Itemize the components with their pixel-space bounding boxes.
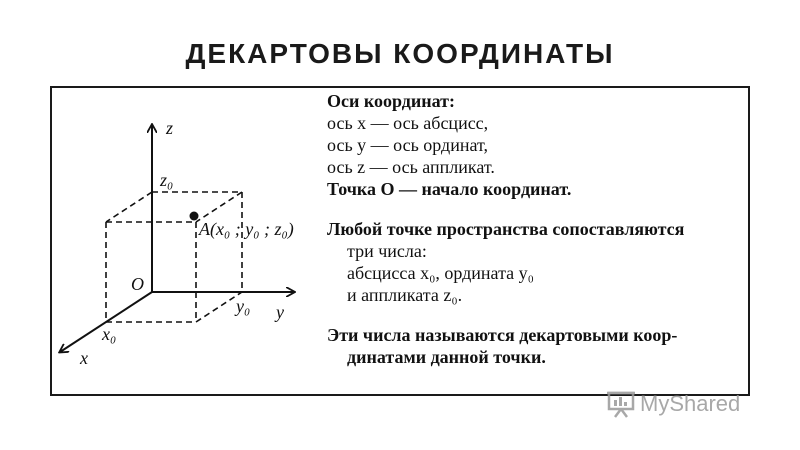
page-title: ДЕКАРТОВЫ КООРДИНАТЫ [185,38,615,69]
x-axis-label: x [80,348,88,368]
watermark [606,388,740,420]
point-a-label: A(x₀ ; y₀ ; z₀) [199,219,294,239]
dashed-box [106,192,242,322]
z-axis-label: z [166,118,174,138]
watermark-text: MyShared [640,391,741,416]
y-axis-label: y [276,302,284,322]
origin-line: Точка O — начало координат. [327,179,572,199]
axis-z-line: ось z — ось аппликат. [327,157,495,177]
paragraph-2-line-2: три числа: [347,241,427,261]
presentation-board-icon [606,390,636,418]
paragraph-2-line-3: абсцисса x₀, ордината y₀ [347,263,534,283]
paragraph-2-line-1: Любой точке пространства сопоставляются [327,219,685,239]
point-a [190,212,199,221]
y0-tick-label: y₀ [236,296,251,316]
paragraph-3-line-2: динатами данной точки. [347,347,546,367]
axis-x-line: ось x — ось абсцисс, [327,113,489,133]
origin-label: O [131,274,144,294]
axes-heading: Оси координат: [327,91,455,111]
axis-y-line: ось y — ось ординат, [327,135,489,155]
z0-tick-label: z₀ [160,170,174,190]
paragraph-3-line-1: Эти числа называются декартовыми коор- [327,325,678,345]
x0-tick-label: x₀ [102,324,117,344]
paragraph-2-line-4: и аппликата z₀. [347,285,463,305]
